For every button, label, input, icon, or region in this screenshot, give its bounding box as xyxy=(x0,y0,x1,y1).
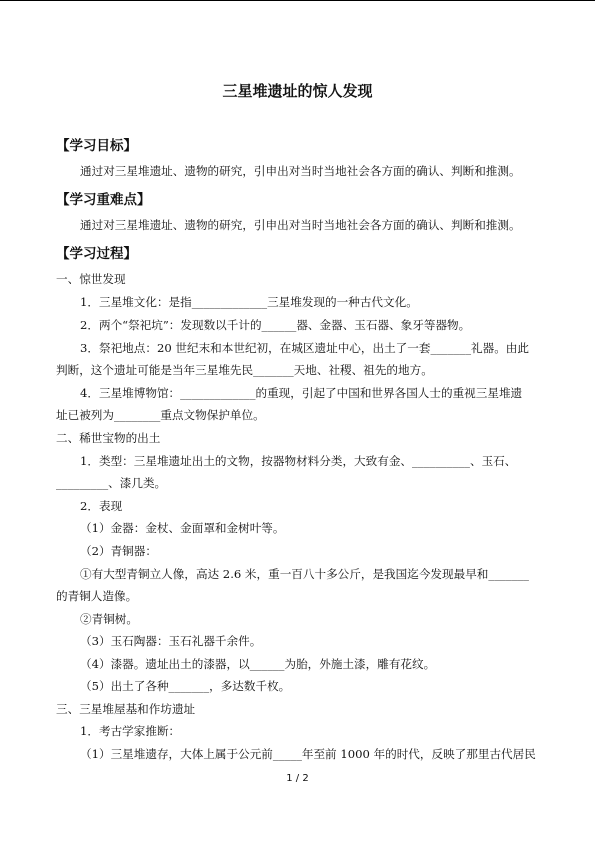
top-rule xyxy=(0,0,595,1)
page-title: 三星堆遗址的惊人发现 xyxy=(222,82,373,100)
body-line: 的青铜人造像。 xyxy=(56,589,138,603)
body-line: （3）玉石陶器：玉石礼器千余件。 xyxy=(80,634,262,648)
body-line: 址已被列为________重点文物保护单位。 xyxy=(56,408,265,422)
body-line: 判断，这个遗址可能是当年三星堆先民_______天地、社稷、祖先的地方。 xyxy=(56,363,433,377)
body-line: （5）出土了各种_______，多达数千枚。 xyxy=(80,679,291,693)
body-line: ①有大型青铜立人像，高达 2.6 米，重一百八十多公斤，是我国迄今发现最早和_______ xyxy=(80,567,529,581)
body-line: （4）漆器。遗址出土的漆器，以______为胎，外施土漆，雕有花纹。 xyxy=(80,657,436,671)
section-heading: 一、惊世发现 xyxy=(56,272,126,286)
section-heading: 二、稀世宝物的出土 xyxy=(56,431,161,445)
goal-heading: 【学习目标】 xyxy=(56,138,137,154)
body-line: 2．表现 xyxy=(80,499,123,513)
body-line: 4．三星堆博物馆：_____________的重现，引起了中国和世界各国人士的重视三星堆遗 xyxy=(80,386,523,400)
section-heading: 三、三星堆屋基和作坊遗址 xyxy=(56,702,196,716)
body-line: （1）三星堆遗存，大体上属于公元前_____年至前 1000 年的时代，反映了那里古代居民 xyxy=(80,747,536,761)
body-line: _________、漆几类。 xyxy=(56,476,167,490)
body-line: 1．考古学家推断： xyxy=(80,724,181,738)
body-line: ②青铜树。 xyxy=(80,612,138,626)
body-line: （2）青铜器： xyxy=(80,544,157,558)
key-text: 通过对三星堆遗址、遗物的研究，引申出对当时当地社会各方面的确认、判断和推测。 xyxy=(80,218,521,232)
process-heading: 【学习过程】 xyxy=(56,246,137,262)
page-number: 1 / 2 xyxy=(286,773,309,784)
body-line: 3．祭祀地点：20 世纪末和本世纪初，在城区遗址中心，出土了一套_______礼器。由此 xyxy=(80,341,529,355)
key-heading: 【学习重难点】 xyxy=(56,192,151,208)
body-line: 2．两个“祭祀坑”：发现数以千计的______器、金器、玉石器、象牙等器物。 xyxy=(80,318,471,332)
goal-text: 通过对三星堆遗址、遗物的研究，引申出对当时当地社会各方面的确认、判断和推测。 xyxy=(80,164,521,178)
body-line: 1．三星堆文化：是指_____________三星堆发现的一种古代文化。 xyxy=(80,295,418,309)
body-line: 1．类型：三星堆遗址出土的文物，按器物材料分类，大致有金、__________、玉石、 xyxy=(80,454,517,468)
body-line: （1）金器：金杖、金面罩和金树叶等。 xyxy=(80,521,285,535)
